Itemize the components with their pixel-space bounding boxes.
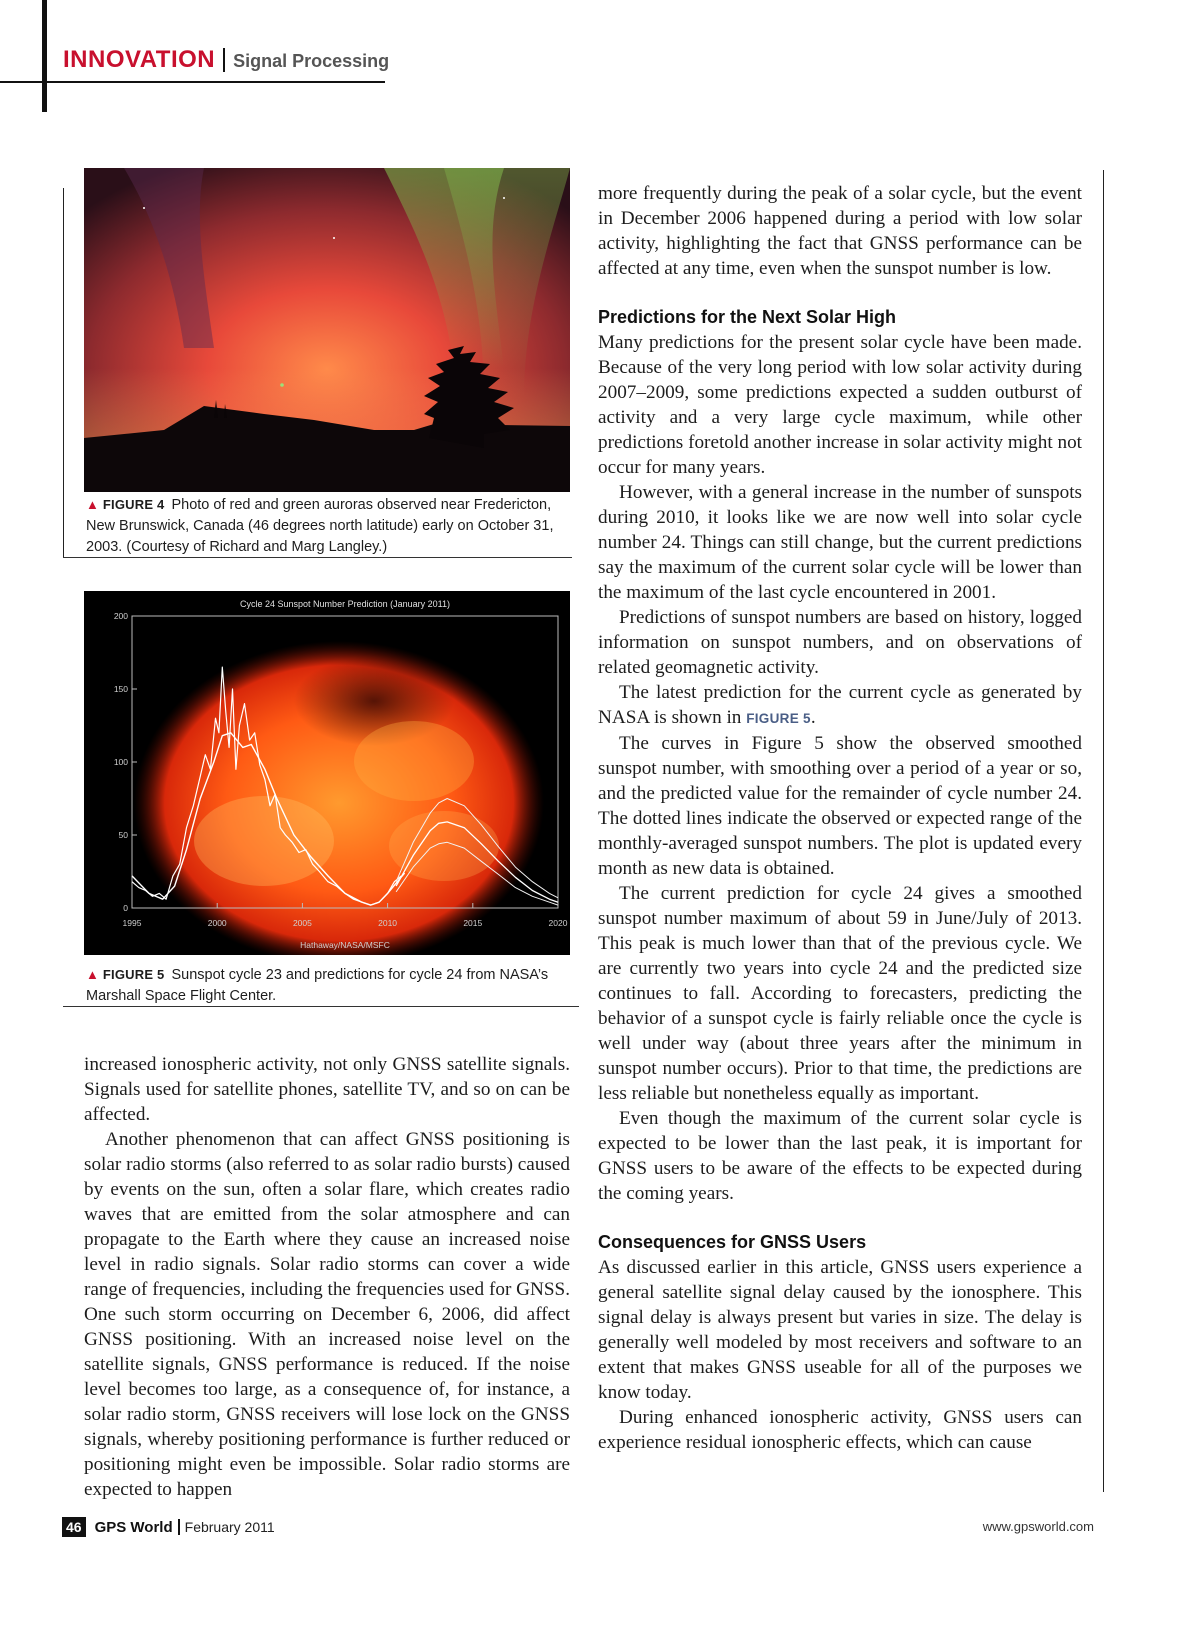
figure5-svg: [84, 591, 570, 955]
footer: [62, 1517, 275, 1537]
figure4-caption-text: Photo of red and green auroras observed near Fredericton, New Brunswick, Canada (46 degrees north latitude) early on October 31, 2003. (Courtesy of Richard and Marg Langley.): [86, 497, 554, 555]
paragraph: During enhanced ionospheric activity, GNSS users can experience residual ionospheric effects, which can cause: [598, 1407, 1082, 1453]
paragraph-text: .: [810, 707, 816, 728]
x-tick-label: 1995: [122, 918, 142, 928]
paragraph: [598, 680, 1082, 731]
left-column-rule-top: [63, 188, 64, 558]
figure4-label: FIGURE 4: [102, 497, 165, 512]
left-column-text: [84, 1052, 570, 1502]
figure5-label: FIGURE 5: [102, 967, 165, 982]
y-tick-label: 50: [118, 830, 128, 840]
x-tick-label: 2005: [292, 918, 312, 928]
aurora-illustration: [84, 168, 570, 492]
paragraph: Another phenomenon that can affect GNSS positioning is solar radio storms (also referred to as solar radio bursts) caused by events on the sun, often a solar flare, which creates radio waves that are emitted from the solar atmosphere and can propagate to the Earth where they cause an increased noise level in radio signals. Solar radio storms can cover a wide range of frequencies, including the frequencies used for GNSS. One such storm occurring on December 6, 2006, did affect GNSS positioning. With an increased noise level on the satellite signals, GNSS performance is reduced. If the noise level becomes too large, as a consequence of, for instance, a solar radio storm, GNSS receivers will lose lock on the GNSS signals, whereby positioning performance is further reduced or positioning might even be impossible. Solar radio storms are expected to happen: [84, 1129, 570, 1500]
header-accent-bar: [42, 0, 47, 112]
header-separator: [223, 48, 225, 72]
publication-name: GPS World: [94, 1518, 173, 1536]
figure5-rule: [63, 1006, 579, 1007]
right-column-rule: [1103, 170, 1104, 1492]
paragraph: Predictions of sunspot numbers are based on history, logged information on sunspot numbers, and on observations of related geomagnetic activity.: [598, 607, 1082, 678]
y-tick-label: 150: [113, 684, 128, 694]
x-tick-label: 2020: [548, 918, 568, 928]
paragraph-text: The latest prediction for the current cycle as generated by NASA is shown in: [598, 682, 1082, 728]
footer-separator: [178, 1519, 180, 1535]
figure5-reference-link[interactable]: FIGURE 5: [746, 711, 811, 726]
chart-credit: Hathaway/NASA/MSFC: [300, 940, 390, 950]
paragraph: As discussed earlier in this article, GNSS users experience a general satellite signal delay caused by the ionosphere. This signal delay is always present but varies in size. The delay is generally well modeled by most receivers and software to an extent that makes GNSS useable for all of the purposes we know today.: [598, 1257, 1082, 1403]
y-tick-label: 0: [123, 903, 128, 913]
issue-date: February 2011: [184, 1519, 275, 1535]
section-header: [63, 46, 389, 74]
paragraph: increased ionospheric activity, not only GNSS satellite signals. Signals used for satellite phones, satellite TV, and so on can be affected.: [84, 1054, 570, 1125]
figure4-aurora-photo: [84, 168, 570, 492]
chart-title: Cycle 24 Sunspot Number Prediction (January 2011): [240, 599, 450, 609]
figure5-chart: [84, 591, 570, 955]
section-subtitle: Signal Processing: [233, 51, 390, 71]
paragraph: The current prediction for cycle 24 gives a smoothed sunspot number maximum of about 59 in June/July of 2013. This peak is much lower than that of the previous cycle. We are currently two years into cycle 24 and the predicted size continues to fall. According to forecasters, predicting the behavior of a sunspot cycle is fairly reliable once the cycle is well under way (about three years after the minimum in sunspot number occurs). Prior to that time, the predictions are less reliable but nonetheless equally as important.: [598, 883, 1082, 1104]
figure5-caption: [86, 964, 576, 1007]
caption-triangle-icon: ▲: [86, 967, 99, 982]
x-tick-label: 2015: [463, 918, 483, 928]
paragraph: more frequently during the peak of a solar cycle, but the event in December 2006 happened during a period with low solar activity, highlighting the fact that GNSS performance can be affected at any time, even when the sunspot number is low.: [598, 183, 1082, 279]
header-rule: [0, 81, 385, 83]
section-title: INNOVATION: [63, 46, 216, 73]
website-url[interactable]: www.gpsworld.com: [982, 1519, 1094, 1534]
paragraph: However, with a general increase in the number of sunspots during 2010, it looks like we are now well into solar cycle number 24. Things can still change, but the current predictions say the maximum of the current solar cycle will be lower than the maximum of the last cycle encountered in 2001.: [598, 482, 1082, 603]
y-tick-label: 200: [113, 611, 128, 621]
paragraph: Even though the maximum of the current solar cycle is expected to be lower than the last peak, it is important for GNSS users to be aware of the effects to be expected during the coming years.: [598, 1108, 1082, 1204]
paragraph: The curves in Figure 5 show the observed smoothed sunspot number, with smoothing over a period of a year or so, and the predicted value for the remainder of cycle number 24. The dotted lines indicate the observed or expected range of the monthly-averaged sunspot numbers. The plot is updated every month as new data is obtained.: [598, 733, 1082, 879]
subheading-consequences: Consequences for GNSS Users: [598, 1232, 867, 1252]
y-tick-label: 100: [113, 757, 128, 767]
x-tick-label: 2000: [207, 918, 227, 928]
caption-triangle-icon: ▲: [86, 497, 99, 512]
figure4-caption: [86, 494, 576, 558]
paragraph: Many predictions for the present solar cycle have been made. Because of the very long period with low solar activity during 2007–2009, some predictions expected a sudden outburst of activity and a very large cycle maximum, while other predictions foretold another increase in solar activity might not occur for many years.: [598, 332, 1082, 478]
page-number: 46: [62, 1517, 86, 1537]
x-tick-label: 2010: [378, 918, 398, 928]
subheading-predictions: Predictions for the Next Solar High: [598, 307, 897, 327]
figure5-caption-text: Sunspot cycle 23 and predictions for cycle 24 from NASA’s Marshall Space Flight Center.: [86, 967, 549, 1004]
right-column-text: [598, 181, 1082, 1455]
figure4-rule: [63, 557, 572, 558]
